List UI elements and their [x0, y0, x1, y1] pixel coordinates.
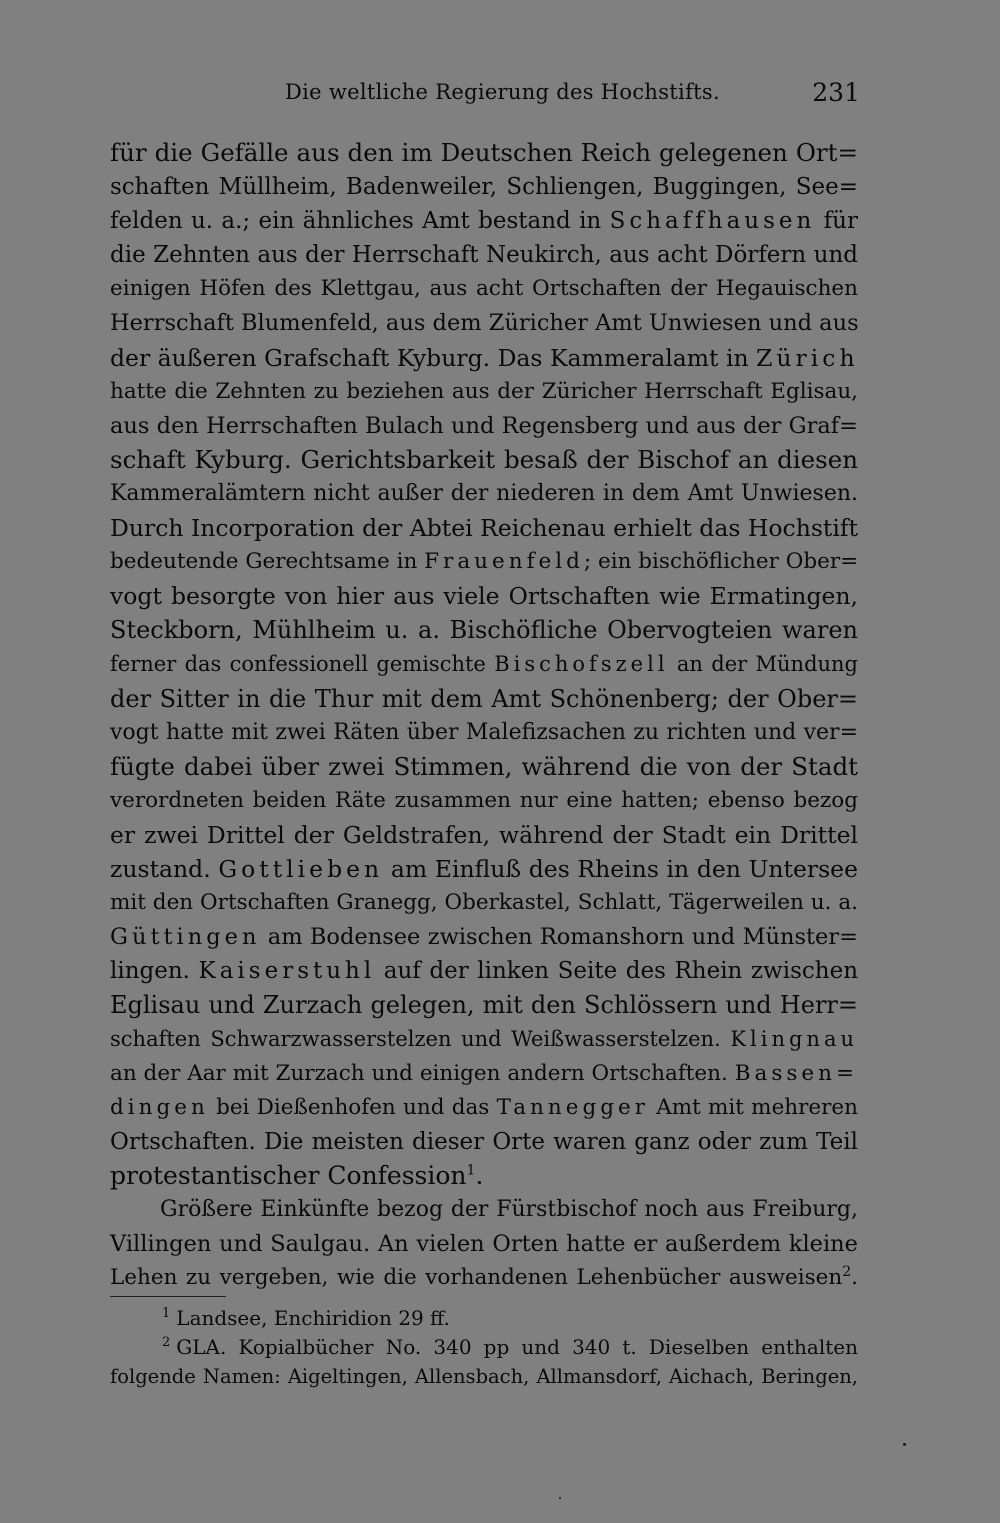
- text-segment: für die Gefälle aus den im Deutschen Reich gelegenen Ort=: [110, 138, 858, 167]
- paper-speck: [559, 1497, 561, 1499]
- text-line: [110, 409, 858, 443]
- footnote-reference: 1: [466, 1162, 476, 1179]
- running-head: [110, 78, 860, 112]
- footnote-mark: 1: [162, 1306, 171, 1322]
- text-line: [110, 1022, 858, 1056]
- footnote-line: [110, 1333, 858, 1362]
- spaced-place-name: Kaiserstuhl: [198, 958, 376, 985]
- text-segment: Amt mit mehreren: [649, 1094, 858, 1120]
- spaced-place-name: Gottlieben: [218, 854, 384, 883]
- text-segment: bei Dießenhofen und das: [208, 1094, 497, 1120]
- text-segment: ; ein bischöflicher Ober=: [583, 549, 859, 575]
- text-segment: Steckborn, Mühlheim u. a. Bischöfliche Obervogteien waren: [110, 616, 858, 645]
- text-line: [110, 1261, 858, 1295]
- text-segment: Ortschaften. Die meisten dieser Orte waren ganz oder zum Teil: [110, 1128, 858, 1155]
- text-segment: .: [475, 1160, 484, 1190]
- text-line: [110, 852, 858, 886]
- text-line: [110, 716, 858, 750]
- text-line: [110, 682, 858, 716]
- text-segment: schaften Schwarzwasserstelzen und Weißwasserstelzen.: [110, 1027, 731, 1052]
- text-segment: Eglisau und Zurzach gelegen, mit den Schlössern und Herr=: [110, 991, 858, 1020]
- text-segment: der Sitter in die Thur mit dem Amt Schönenberg; der Ober=: [110, 684, 858, 713]
- text-segment: Durch Incorporation der Abtei Reichenau erhielt das Hochstift: [110, 514, 858, 543]
- main-text: [110, 136, 858, 1295]
- text-line: [110, 988, 858, 1022]
- text-segment: Lehen zu vergeben, wie die vorhandenen Lehenbücher ausweisen: [110, 1265, 843, 1291]
- text-segment: für: [815, 208, 858, 235]
- spaced-place-name: Tannegger: [496, 1094, 649, 1120]
- text-segment: einigen Höfen des Klettgau, aus acht Ortschaften der Hegauischen: [110, 276, 858, 302]
- text-line: [110, 750, 858, 784]
- text-line: [110, 477, 858, 511]
- text-line: [110, 511, 858, 545]
- paper-speck: [903, 1443, 906, 1446]
- text-segment: Herrschaft Blumenfeld, aus dem Züricher Amt Unwiesen und aus: [110, 310, 859, 337]
- text-segment: felden u. a.; ein ähnliches Amt bestand in: [110, 208, 610, 235]
- footnotes: [110, 1304, 858, 1391]
- text-segment: mit den Ortschaften Granegg, Oberkastel, Schlatt, Tägerweilen u. a.: [110, 890, 858, 916]
- text-line: [110, 272, 858, 306]
- text-segment: vogt besorgte von hier aus viele Ortschaften wie Ermatingen,: [110, 582, 858, 611]
- text-line: [110, 579, 858, 613]
- text-line: [110, 886, 858, 920]
- text-line: [110, 818, 858, 852]
- text-line: [110, 1159, 858, 1193]
- text-line: [110, 784, 858, 818]
- text-segment: er zwei Drittel der Geldstrafen, während der Stadt ein Drittel: [110, 820, 858, 849]
- text-segment: fügte dabei über zwei Stimmen, während die von der Stadt: [110, 751, 858, 781]
- running-head-title: Die weltliche Regierung des Hochstifts.: [285, 80, 720, 104]
- text-segment: an der Aar mit Zurzach und einigen andern Ortschaften.: [110, 1060, 735, 1086]
- spaced-place-name: Zürich: [756, 343, 859, 372]
- text-line: [110, 1091, 858, 1125]
- text-segment: am Bodensee zwischen Romanshorn und Münster=: [260, 924, 858, 951]
- footnote-text: GLA. Kopialbücher No. 340 pp und 340 t. Dieselben enthalten: [176, 1335, 858, 1359]
- text-line: [110, 1193, 858, 1227]
- page-number: 231: [812, 78, 860, 107]
- text-segment: schaft Kyburg. Gerichtsbarkeit besaß der Bischof an diesen: [110, 444, 858, 474]
- text-segment: Kammeralämtern nicht außer der niederen in dem Amt Unwiesen.: [110, 480, 858, 506]
- footnote-line: [110, 1304, 858, 1333]
- text-line: [110, 170, 858, 204]
- text-segment: Größere Einkünfte bezog der Fürstbischof noch aus Freiburg,: [160, 1196, 858, 1222]
- spaced-place-name: dingen: [110, 1094, 209, 1120]
- text-line: [110, 954, 858, 988]
- text-line: [110, 136, 858, 170]
- footnote-mark: 2: [162, 1335, 171, 1351]
- text-line: [110, 306, 858, 340]
- text-segment: zustand.: [110, 854, 219, 883]
- text-segment: an der Mündung: [668, 652, 859, 677]
- spaced-place-name: Schaffhausen: [609, 208, 816, 235]
- text-segment: hatte die Zehnten zu beziehen aus der Züricher Herrschaft Eglisau,: [110, 378, 858, 404]
- text-segment: der äußeren Grafschaft Kyburg. Das Kammeralamt in: [110, 343, 757, 372]
- text-line: [110, 204, 858, 238]
- text-segment: aus den Herrschaften Bulach und Regensberg und aus der Graf=: [110, 412, 858, 439]
- text-line: [110, 545, 858, 579]
- text-line: [110, 341, 858, 375]
- text-segment: lingen.: [110, 958, 199, 985]
- text-segment: protestantischer Confession: [110, 1160, 467, 1190]
- text-segment: die Zehnten aus der Herrschaft Neukirch, aus acht Dörfern und: [110, 242, 858, 269]
- text-line: [110, 1057, 858, 1091]
- text-line: [110, 647, 858, 681]
- text-segment: vogt hatte mit zwei Räten über Malefizsachen zu richten und ver=: [110, 719, 858, 745]
- text-segment: auf der linken Seite des Rhein zwischen: [375, 958, 859, 985]
- text-line: [110, 1125, 858, 1159]
- footnote-text: Landsee, Enchiridion 29 ff.: [176, 1306, 450, 1330]
- text-segment: .: [851, 1265, 858, 1291]
- text-line: [110, 613, 858, 647]
- footnote-reference: 2: [842, 1263, 852, 1280]
- footnote-line: [110, 1362, 858, 1391]
- footnote-separator: [110, 1296, 226, 1297]
- text-line: [110, 375, 858, 409]
- text-line: [110, 238, 858, 272]
- spaced-place-name: Klingnau: [730, 1027, 858, 1052]
- spaced-place-name: Güttingen: [110, 924, 261, 951]
- spaced-place-name: Bassen=: [734, 1060, 858, 1086]
- footnote-text: folgende Namen: Aigeltingen, Allensbach, Allmansdorf, Aichach, Beringen,: [110, 1365, 858, 1388]
- spaced-place-name: Bischofszell: [494, 652, 669, 677]
- text-segment: Villingen und Saulgau. An vielen Orten hatte er außerdem kleine: [110, 1231, 858, 1257]
- text-segment: verordneten beiden Räte zusammen nur eine hatten; ebenso bezog: [110, 787, 858, 813]
- text-segment: am Einfluß des Rheins in den Untersee: [383, 854, 858, 883]
- text-segment: bedeutende Gerechtsame in: [110, 549, 425, 575]
- text-line: [110, 920, 858, 954]
- spaced-place-name: Frauenfeld: [424, 549, 584, 575]
- text-segment: schaften Müllheim, Badenweiler, Schliengen, Buggingen, See=: [110, 174, 858, 201]
- text-line: [110, 443, 858, 477]
- text-line: [110, 1227, 858, 1261]
- text-segment: ferner das confessionell gemischte: [110, 652, 495, 677]
